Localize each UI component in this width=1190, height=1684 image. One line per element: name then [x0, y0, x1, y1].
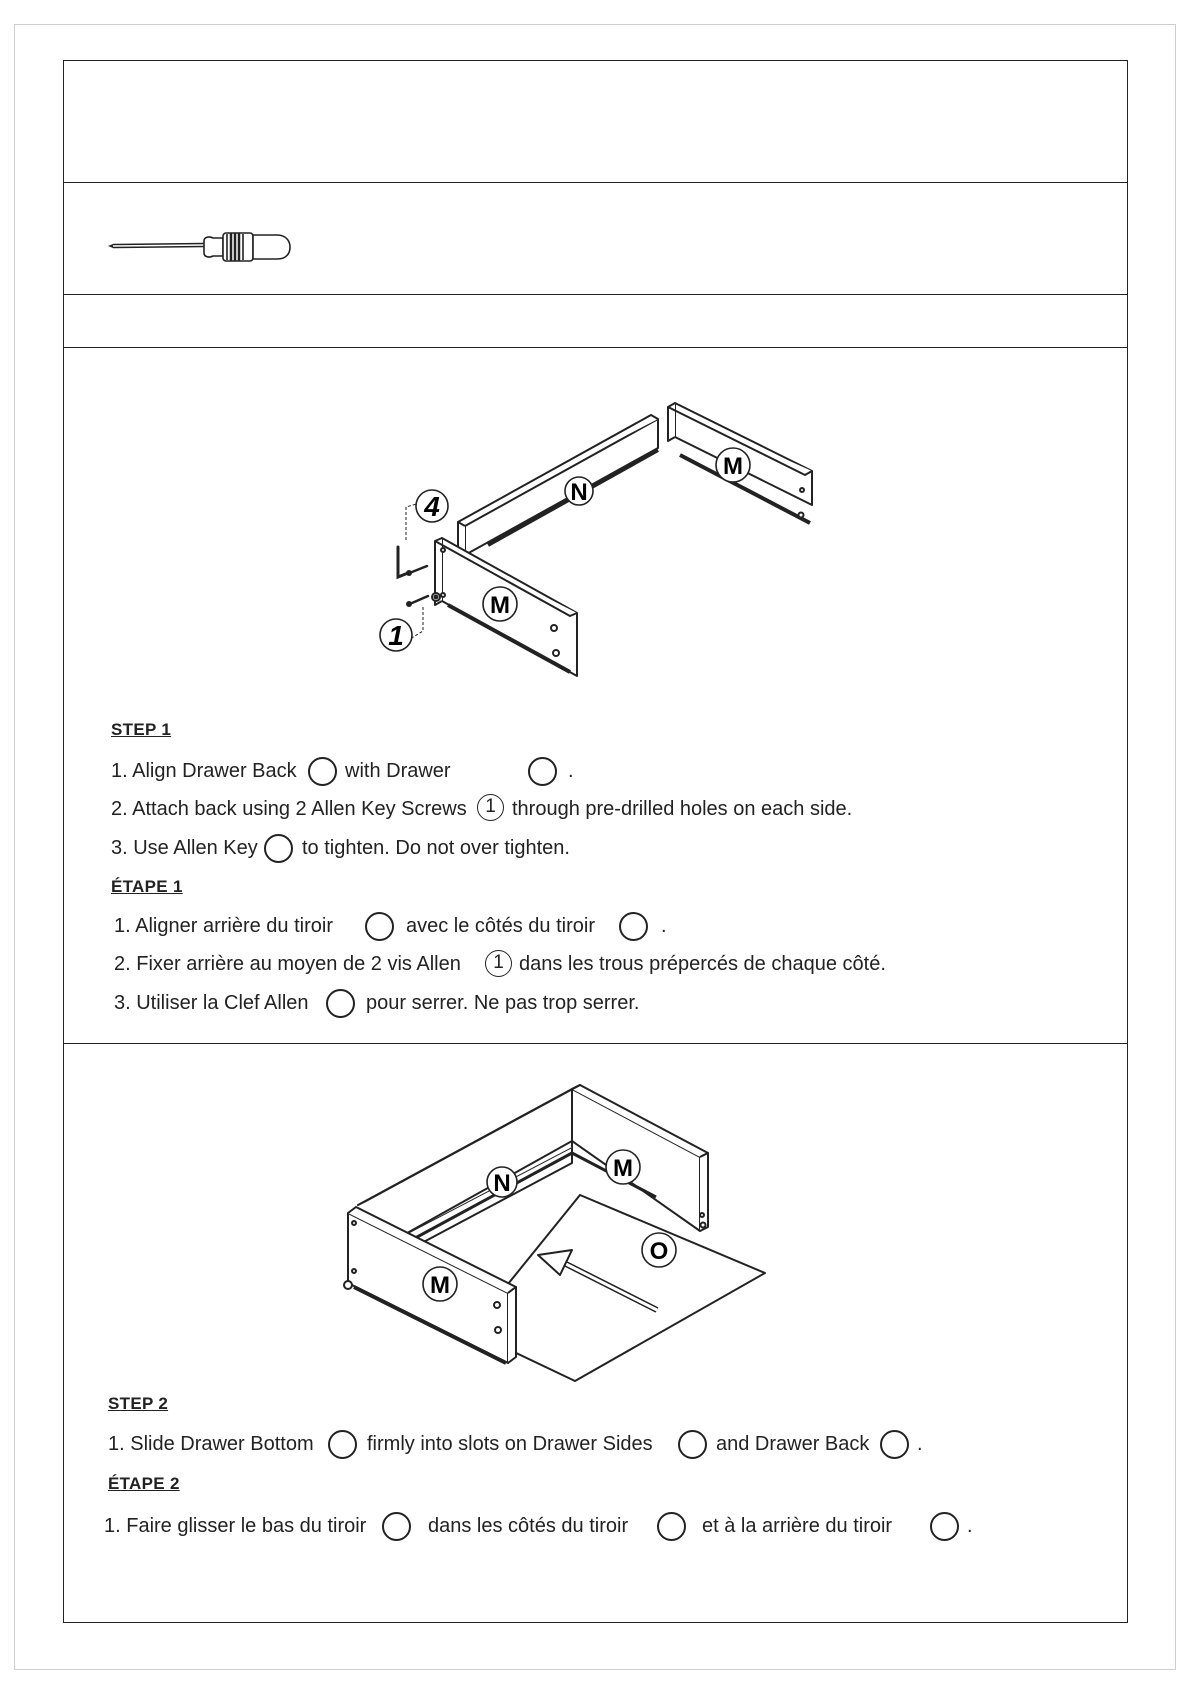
blank-part-circle: [382, 1512, 411, 1541]
label-m-front: M: [430, 1272, 450, 1299]
blank-part-circle: [678, 1430, 707, 1459]
blank-part-circle: [308, 757, 337, 786]
etape1-line1-a: 1. Aligner arrière du tiroir: [114, 915, 333, 937]
step2-heading: STEP 2: [108, 1394, 169, 1413]
label-n: N: [493, 1170, 511, 1197]
label-o: O: [649, 1238, 669, 1265]
part-number-circle: 1: [485, 950, 512, 977]
step1-line1-c: .: [568, 760, 574, 782]
step1-line3-a: 3. Use Allen Key: [111, 837, 258, 859]
step1-heading: STEP 1: [111, 720, 172, 739]
divider: [63, 347, 1128, 348]
blank-part-circle: [657, 1512, 686, 1541]
etape2-line1-c: et à la arrière du tiroir: [702, 1515, 893, 1537]
blank-part-circle: [880, 1430, 909, 1459]
etape2-line1-b: dans les côtés du tiroir: [428, 1515, 629, 1537]
step2-line1-b: firmly into slots on Drawer Sides: [367, 1433, 653, 1455]
label-allen-key: 4: [424, 491, 440, 522]
label-screw: 1: [388, 620, 404, 651]
step1-line2-a: 2. Attach back using 2 Allen Key Screws: [111, 798, 467, 820]
etape1-line1-c: .: [661, 915, 667, 937]
step2-line1-d: .: [917, 1433, 923, 1455]
label-m-back: M: [723, 453, 743, 480]
label-m-back: M: [613, 1155, 633, 1182]
blank-part-circle: [264, 834, 293, 863]
label-m-front: M: [490, 592, 510, 619]
divider: [63, 294, 1128, 295]
etape1-line3-a: 3. Utiliser la Clef Allen: [114, 992, 309, 1014]
step1-line1-a: 1. Align Drawer Back: [111, 760, 297, 782]
etape2-line1-a: 1. Faire glisser le bas du tiroir: [104, 1515, 367, 1537]
step1-line2-b: through pre-drilled holes on each side.: [512, 798, 853, 820]
step1-diagram: [370, 395, 830, 685]
etape1-line1-b: avec le côtés du tiroir: [406, 915, 595, 937]
step2-line1-c: and Drawer Back: [716, 1433, 870, 1455]
etape2-heading: ÉTAPE 2: [108, 1474, 180, 1493]
blank-part-circle: [930, 1512, 959, 1541]
divider: [63, 1043, 1128, 1044]
divider: [63, 182, 1128, 183]
blank-part-circle: [365, 912, 394, 941]
blank-part-circle: [328, 1430, 357, 1459]
etape1-heading: ÉTAPE 1: [111, 877, 183, 896]
etape1-line2-a: 2. Fixer arrière au moyen de 2 vis Allen: [114, 953, 461, 975]
blank-part-circle: [619, 912, 648, 941]
blank-part-circle: [528, 757, 557, 786]
blank-part-circle: [326, 989, 355, 1018]
step2-line1-a: 1. Slide Drawer Bottom: [108, 1433, 314, 1455]
etape1-line2-b: dans les trous prépercés de chaque côté.: [519, 953, 886, 975]
step2-diagram: [360, 1095, 780, 1395]
label-n: N: [570, 479, 588, 506]
etape1-line3-b: pour serrer. Ne pas trop serrer.: [366, 992, 640, 1014]
etape2-line1-d: .: [967, 1515, 973, 1537]
part-number-circle: 1: [477, 794, 504, 821]
step1-line3-b: to tighten. Do not over tighten.: [302, 837, 570, 859]
screwdriver-icon: [105, 228, 295, 268]
step1-line1-b: with Drawer: [345, 760, 451, 782]
